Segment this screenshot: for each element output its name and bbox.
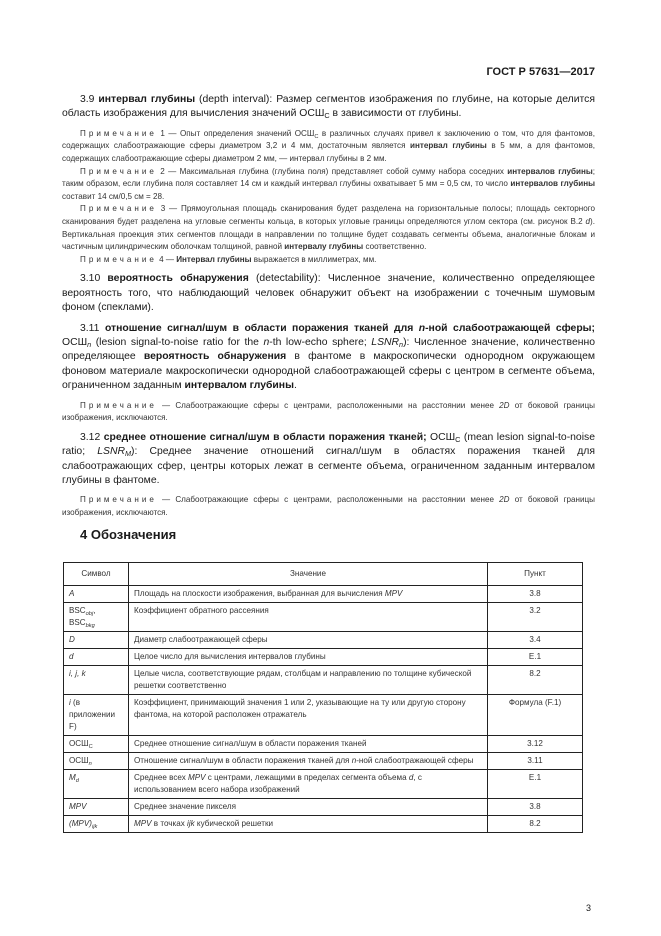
- symbol-cell: $ОСШ_n$: [64, 753, 129, 770]
- meaning-cell: Целое число для вычисления интервалов глубины: [129, 649, 488, 666]
- note-paragraph: Примечание 4 — Интервал глубины выражается в миллиметрах, мм.: [80, 254, 377, 264]
- table-header-row: [64, 563, 583, 586]
- clause-cell: 3.8: [488, 586, 583, 603]
- table-row: [64, 586, 583, 603]
- symbols-table: [63, 562, 583, 833]
- symbol-cell: i (в приложении F): [64, 695, 129, 736]
- symbol-cell: MPV: [64, 799, 129, 816]
- symbol-cell: A: [64, 586, 129, 603]
- table-row: [64, 816, 583, 833]
- note-paragraph: Примечание 3 — Прямоугольная площадь сканирования будет разделена на горизонтальные полосы; площадь секторного сканирования будет разделена на угловые сегменты кольца, в которых угловые границы определяются углом сектора (см. рисунок В.2 d). Вертикальная проекция этих сегментов площади в направлении по толщине будет создавать сегменты объема, аналогичные блокам и частичным цилиндрическим оболочкам толщиной, равной интервалу глубины соответственно.: [62, 204, 595, 252]
- note-paragraph: Примечание — Слабоотражающие сферы с центрами, расположенными на расстоянии менее 2D от боковой границы изображения, исключаются.: [62, 495, 595, 517]
- clause-cell: 8.2: [488, 816, 583, 833]
- clause-cell: Формула (F.1): [488, 695, 583, 736]
- term-definition: 3.10 вероятность обнаружения (detectability): Численное значение, количественно определяющее вероятность того, что наблюдающий человек обнаружит объект на изображении с точечным шумовым фоном (спеклами).: [62, 273, 595, 314]
- document-header-standard: ГОСТ Р 57631—2017: [486, 66, 595, 78]
- meaning-cell: Среднее отношение сигнал/шум в области поражения тканей: [129, 736, 488, 753]
- table-row: [64, 770, 583, 799]
- symbol-cell: $BSC_{obj}$, $BSC_{bkg}$: [64, 603, 129, 632]
- table-row: [64, 632, 583, 649]
- symbol-cell: $M_d$: [64, 770, 129, 799]
- clause-cell: 3.4: [488, 632, 583, 649]
- section-title: 4 Обозначения: [80, 527, 177, 542]
- symbol-cell: D: [64, 632, 129, 649]
- meaning-cell: Среднее всех MPV с центрами, лежащими в пределах сегмента объема d, с использованием всего набора изображений: [129, 770, 488, 799]
- clause-cell: E.1: [488, 770, 583, 799]
- meaning-cell: Коэффициент, принимающий значения 1 или 2, указывающие на ту или другую сторону фантома, на которой расположен отражатель: [129, 695, 488, 736]
- meaning-cell: Отношение сигнал/шум в области поражения тканей для n-ной слабоотражающей сферы: [129, 753, 488, 770]
- table-row: [64, 649, 583, 666]
- meaning-cell: Среднее значение пикселя: [129, 799, 488, 816]
- meaning-cell: MPV в точках ijk кубической решетки: [129, 816, 488, 833]
- clause-cell: E.1: [488, 649, 583, 666]
- column-header-meaning: Значение: [129, 563, 488, 586]
- term-definition: 3.9 интервал глубины (depth interval): Размер сегментов изображения по глубине, на которые делится область изображения для вычисления значений $ОСШ_C$ в зависимости от глубины.: [62, 94, 595, 121]
- clause-cell: 8.2: [488, 666, 583, 695]
- table-row: [64, 603, 583, 632]
- clause-cell: 3.12: [488, 736, 583, 753]
- terms-section: [62, 93, 595, 520]
- table-row: [64, 753, 583, 770]
- symbol-cell: $(MPV)_{ijk}$: [64, 816, 129, 833]
- table-row: [64, 666, 583, 695]
- term-definition: 3.11 отношение сигнал/шум в области поражения тканей для n-ной слабоотражающей сферы; $ОСШ_n$ (lesion signal-to-noise ratio for the n-th low-echo sphere; $LSNR_n$): Численное значение, количественно определяющее вероятность обнаружения в фантоме в макроскопически однородном окружающем фоновом материале макроскопически однородной слабоотражающей сферы с центром в сегменте объема, ограниченном заданным интервалом глубины.: [62, 322, 596, 392]
- table-row: [64, 695, 583, 736]
- column-header-symbol: Символ: [64, 563, 129, 586]
- meaning-cell: Коэффициент обратного рассеяния: [129, 603, 488, 632]
- term-definition: 3.12 среднее отношение сигнал/шум в области поражения тканей; $ОСШ_C$ (mean lesion signal-to-noise ratio; $LSNR_M$): Среднее значение отношений сигнал/шум в областях поражения тканей для слабоотражающих сфер, центры которых лежат в сегменте объема, ограниченном заданным интервалом глубины в фантоме.: [62, 431, 595, 486]
- meaning-cell: Целые числа, соответствующие рядам, столбцам и направлению по толщине кубической решетки соответственно: [129, 666, 488, 695]
- note-paragraph: Примечание 1 — Опыт определения значений $ОСШ_C$ в различных случаях привел к заключению о том, что для фантомов, содержащих слабоотражающие сферы диаметром 3,2 и 4 мм, достаточным является интервал глубины в 5 мм, а для фантомов, содержащих слабоотражающие сферы диаметром 2 мм, — интервал глубины в 2 мм.: [62, 128, 595, 163]
- column-header-clause: Пункт: [488, 563, 583, 586]
- meaning-cell: Диаметр слабоотражающей сферы: [129, 632, 488, 649]
- note-paragraph: Примечание 2 — Максимальная глубина (глубина поля) представляет собой сумму набора соседних интервалов глубины; таким образом, если глубина поля составляет 14 см и каждый интервал глубины охватывает 5 мм = 0,5 см, то число интервалов глубины составит 14 см/0,5 см = 28.: [62, 166, 596, 201]
- table-row: [64, 736, 583, 753]
- meaning-cell: Площадь на плоскости изображения, выбранная для вычисления MPV: [129, 586, 488, 603]
- symbol-cell: d: [64, 649, 129, 666]
- clause-cell: 3.11: [488, 753, 583, 770]
- symbol-cell: i, j, k: [64, 666, 129, 695]
- table-row: [64, 799, 583, 816]
- note-paragraph: Примечание — Слабоотражающие сферы с центрами, расположенными на расстоянии менее 2D от боковой границы изображения, исключаются.: [62, 400, 595, 423]
- clause-cell: 3.2: [488, 603, 583, 632]
- page-number: 3: [585, 903, 591, 913]
- clause-cell: 3.8: [488, 799, 583, 816]
- symbol-cell: $ОСШ_C$: [64, 736, 129, 753]
